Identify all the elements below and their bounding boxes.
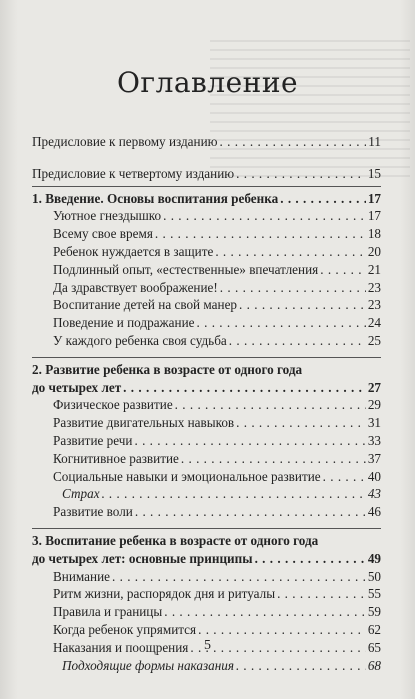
dot-leader [163, 207, 366, 225]
dot-leader [134, 432, 365, 450]
dot-leader [229, 332, 366, 350]
entry-title: Воспитание детей на свой манер [53, 297, 238, 313]
entry-title: до четырех лет: основные принципы [32, 550, 253, 566]
toc-section-entry [32, 225, 381, 243]
entry-title: Когда ребенок упрямится [53, 621, 197, 637]
toc-front-entry [32, 165, 381, 183]
toc-section-entry [32, 243, 381, 261]
dot-leader [197, 314, 366, 332]
toc-section-entry [32, 621, 381, 639]
toc-chapter [32, 357, 381, 525]
toc-chapter [32, 186, 381, 354]
toc-front-entry [32, 133, 381, 151]
entry-title: Внимание [53, 568, 110, 584]
dot-leader [236, 657, 366, 675]
toc-section-entry [32, 585, 381, 603]
dot-leader [220, 279, 366, 297]
entry-title: Правила и границы [53, 604, 163, 620]
toc-section-entry [32, 503, 381, 521]
entry-page-number: 27 [367, 379, 381, 395]
toc-section-entry [32, 314, 381, 332]
entry-title: 1. Введение. Основы воспитания ребенка [32, 190, 279, 206]
entry-page-number: 46 [367, 504, 381, 520]
entry-page-number: 21 [367, 261, 381, 277]
entry-title: Подлинный опыт, «естественные» впечатления [53, 261, 319, 277]
entry-page-number: 24 [367, 315, 381, 331]
entry-page-number: 11 [368, 134, 381, 149]
dot-leader [181, 450, 366, 468]
chapter-title-line [32, 379, 381, 397]
dot-leader [239, 296, 366, 314]
page-title: Оглавление [116, 66, 299, 99]
entry-title: Поведение и подражание [53, 315, 195, 331]
dot-leader [323, 468, 366, 486]
entry-page-number: 49 [367, 550, 381, 566]
chapter-title-line [32, 190, 381, 208]
toc-section-entry [32, 279, 381, 297]
entry-page-number: 17 [367, 190, 381, 206]
dot-leader [164, 603, 366, 621]
toc-chapter [32, 528, 381, 678]
dot-leader [135, 503, 366, 521]
toc-section-entry [32, 485, 381, 503]
entry-page-number: 43 [367, 486, 381, 502]
entry-page-number: 65 [367, 639, 381, 655]
entry-title: Да здравствует воображение! [53, 279, 218, 295]
toc-section-entry [32, 568, 381, 586]
entry-title: Предисловие к четвертому изданию [32, 165, 235, 181]
dot-leader [123, 379, 366, 397]
table-of-contents [32, 133, 381, 678]
toc-section-entry [32, 450, 381, 468]
entry-title: Уютное гнездышко [53, 208, 162, 224]
entry-page-number: 37 [367, 450, 381, 466]
toc-section-entry [32, 468, 381, 486]
entry-page-number: 23 [367, 279, 381, 295]
entry-title: Когнитивное развитие [53, 450, 179, 466]
entry-title: Предисловие к первому изданию [32, 134, 218, 149]
dot-leader [320, 261, 366, 279]
entry-title: Всему свое время [53, 226, 153, 242]
toc-section-entry [32, 432, 381, 450]
entry-title: Развитие речи [53, 432, 133, 448]
entry-title: Социальные навыки и эмоциональное развитие [53, 468, 321, 484]
entry-page-number: 33 [367, 432, 381, 448]
dot-leader [220, 133, 367, 151]
entry-page-number: 55 [367, 586, 381, 602]
dot-leader [236, 165, 366, 183]
dot-leader [102, 485, 366, 503]
toc-section-entry [32, 261, 381, 279]
entry-title: У каждого ребенка своя судьба [53, 332, 227, 348]
dot-leader [198, 621, 366, 639]
entry-title: Наказания и поощрения [53, 639, 189, 655]
entry-page-number: 31 [367, 415, 381, 431]
entry-page-number: 29 [367, 397, 381, 413]
chapter-title-line: 2. Развитие ребенка в возрасте от одного года [32, 361, 303, 377]
toc-section-entry [32, 396, 381, 414]
dot-leader [277, 585, 366, 603]
dot-leader [175, 396, 366, 414]
entry-title: Ритм жизни, распорядок дня и ритуалы [53, 586, 276, 602]
entry-title: Физическое развитие [53, 397, 173, 413]
toc-section-entry [32, 603, 381, 621]
entry-page-number: 50 [367, 568, 381, 584]
entry-title: Подходящие формы наказания [62, 657, 234, 673]
dot-leader [255, 550, 366, 568]
entry-page-number: 15 [367, 165, 381, 181]
chapter-title-line: 3. Воспитание ребенка в возрасте от одного года [32, 532, 319, 548]
entry-title: Страх [62, 486, 100, 502]
toc-section-entry [32, 207, 381, 225]
entry-title: Развитие воли [53, 504, 133, 520]
entry-page-number: 17 [367, 208, 381, 224]
entry-title: Ребенок нуждается в защите [53, 243, 214, 259]
entry-page-number: 25 [367, 332, 381, 348]
entry-page-number: 20 [367, 243, 381, 259]
dot-leader [112, 568, 366, 586]
toc-section-entry [32, 296, 381, 314]
page-number: 5 [204, 638, 211, 653]
entry-page-number: 68 [367, 657, 381, 673]
entry-page-number: 40 [367, 468, 381, 484]
dot-leader [155, 225, 366, 243]
dot-leader [236, 414, 366, 432]
entry-title: до четырех лет [32, 379, 122, 395]
entry-page-number: 59 [367, 604, 381, 620]
entry-page-number: 23 [367, 297, 381, 313]
entry-page-number: 18 [367, 226, 381, 242]
entry-title: Развитие двигательных навыков [53, 415, 235, 431]
entry-page-number: 62 [367, 621, 381, 637]
toc-section-entry [32, 414, 381, 432]
toc-section-entry [32, 657, 381, 675]
dot-leader [215, 243, 365, 261]
chapter-title-line [32, 550, 381, 568]
toc-section-entry [32, 332, 381, 350]
dot-leader [280, 190, 366, 208]
